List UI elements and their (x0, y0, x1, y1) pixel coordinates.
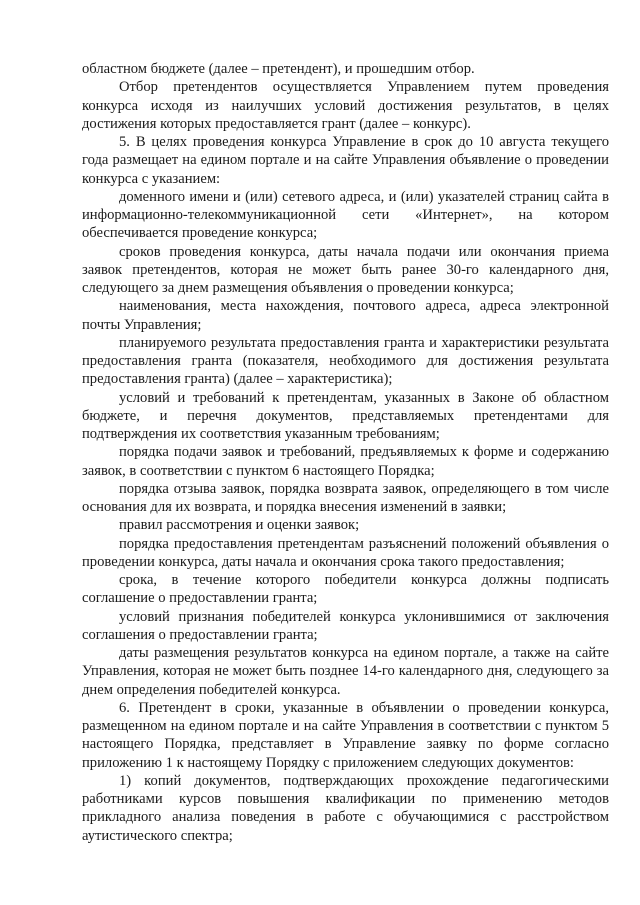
paragraph-item-5: 5. В целях проведения конкурса Управление в срок до 10 августа текущего года размещает на едином портале и на сайте Управления объявление о проведении конкурса с указанием: (82, 134, 609, 187)
paragraph-document-list-1: 1) копий документов, подтверждающих прохождение педагогическими работниками курсов повышения квалификации по применению методов прикладного анализа поведения в работе с обучающимися с расстройством аутистического спектра; (82, 772, 609, 844)
paragraph-domain-name: доменного имени и (или) сетевого адреса, и (или) указателей страниц сайта в информационно-телекоммуникационной сети «Интернет», на котором обеспечивается проведение конкурса; (82, 188, 609, 242)
paragraph-planned-result: планируемого результата предоставления гранта и характеристики результата предоставления гранта (показателя, необходимого для достижения результата предоставления гранта) (далее – характеристика); (82, 334, 609, 388)
paragraph-results-publication: даты размещения результатов конкурса на едином портале, а также на сайте Управления, которая не может быть позднее 14-го календарного дня, следующего за днем определения победителей конкурса. (82, 645, 609, 698)
paragraph-evasion-conditions: условий признания победителей конкурса уклонившимися от заключения соглашения о предоставлении гранта; (82, 608, 609, 643)
paragraph-contacts: наименования, места нахождения, почтового адреса, адреса электронной почты Управления; (82, 298, 609, 333)
paragraph-deadlines: сроков проведения конкурса, даты начала подачи или окончания приема заявок претендентов, которая не может быть ранее 30-го календарного дня, следующего за днем размещения объявления о проведении конкурса; (82, 243, 609, 296)
paragraph-selection-method: Отбор претендентов осуществляется Управлением путем проведения конкурса исходя из наилучших условий достижения результатов, в целях достижения которых предоставляется грант (далее – конкурс). (82, 79, 609, 132)
paragraph-withdrawal-procedure: порядка отзыва заявок, порядка возврата заявок, определяющего в том числе основания для их возврата, и порядка внесения изменений в заявки; (82, 480, 609, 515)
paragraph-signing-term: срока, в течение которого победители конкурса должны подписать соглашение о предоставлении гранта; (82, 572, 609, 607)
paragraph-continuation: областном бюджете (далее – претендент), и прошедшим отбор. (82, 61, 475, 77)
paragraph-submission-procedure: порядка подачи заявок и требований, предъявляемых к форме и содержанию заявок, в соответствии с пунктом 6 настоящего Порядка; (82, 444, 609, 479)
paragraph-requirements: условий и требований к претендентам, указанных в Законе об областном бюджете, и перечня документов, представляемых претендентами для подтверждения их соответствия указанным требованиям; (82, 389, 609, 442)
paragraph-clarifications: порядка предоставления претендентам разъяснений положений объявления о проведении конкурса, даты начала и окончания срока такого предоставления; (82, 535, 609, 570)
paragraph-evaluation-rules: правил рассмотрения и оценки заявок; (119, 517, 360, 534)
document-page (82, 60, 609, 845)
paragraph-item-6: 6. Претендент в сроки, указанные в объявлении о проведении конкурса, размещенном на едином портале и на сайте Управления в соответствии с пунктом 5 настоящего Порядка, представляет в Управление заявку по форме согласно приложению 1 к настоящему Порядку с приложением следующих документов: (82, 699, 609, 771)
